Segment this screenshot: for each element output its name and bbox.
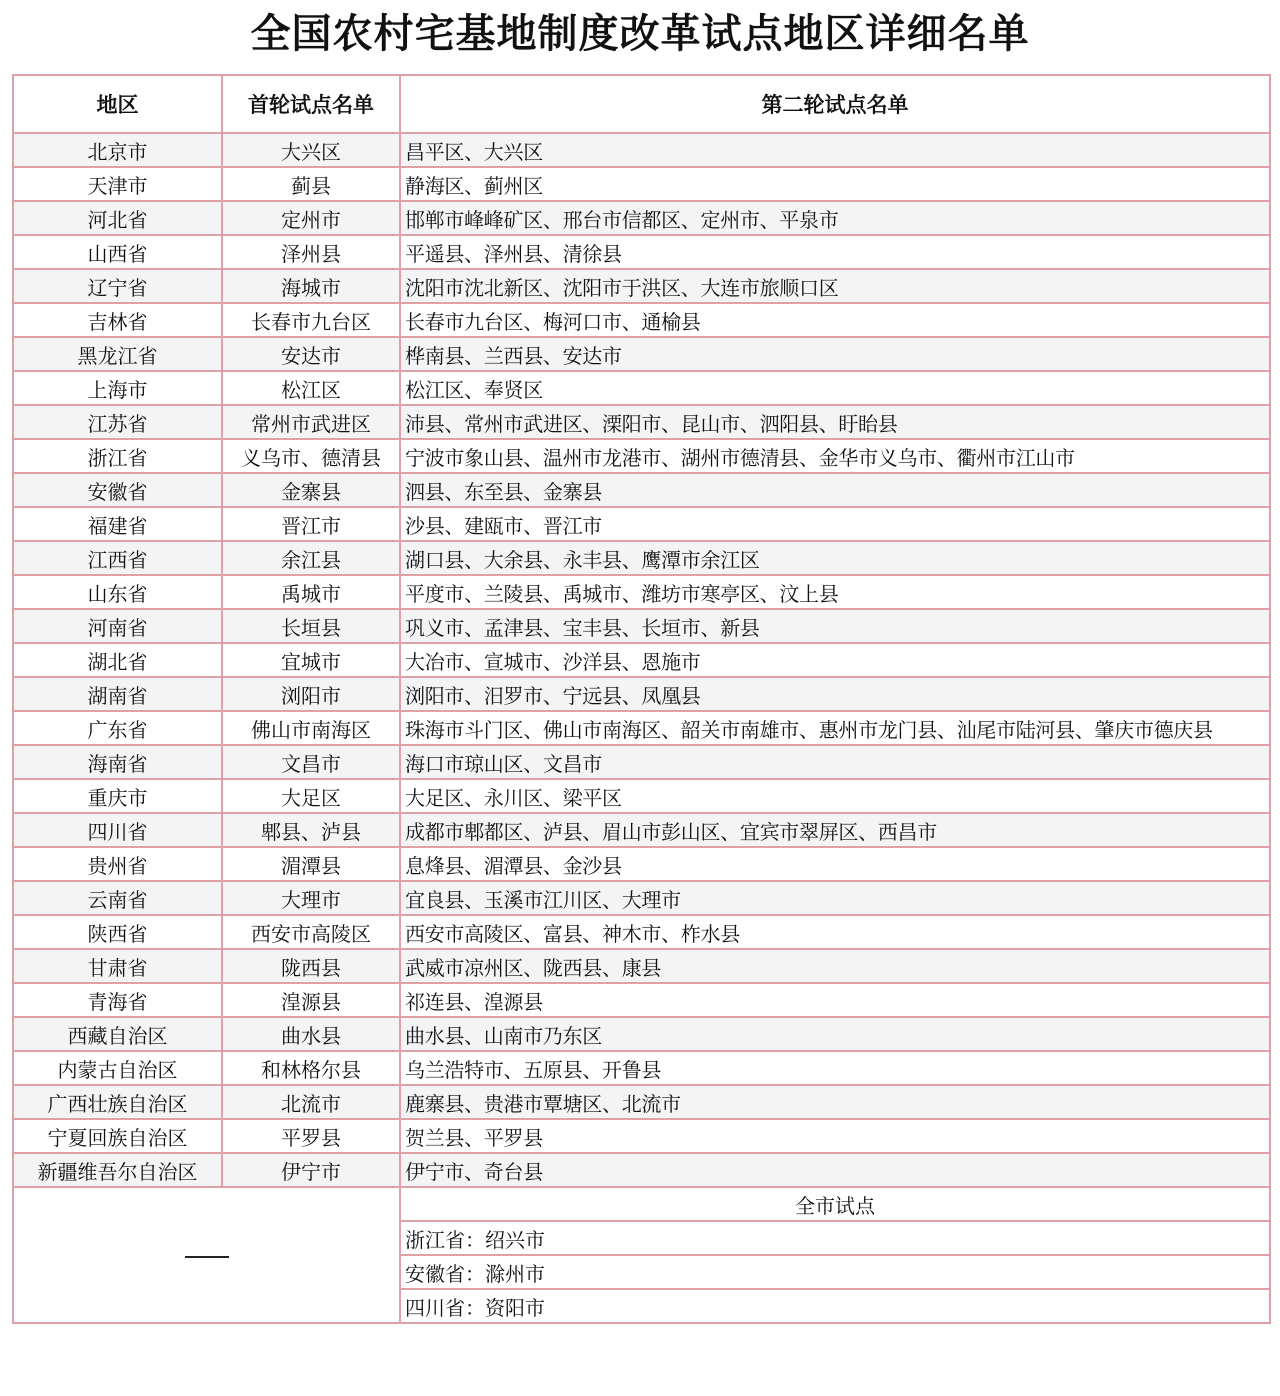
region-cell: 宁夏回族自治区 <box>13 1119 222 1153</box>
table-row <box>13 405 1270 439</box>
city-pilot-item: 四川省：资阳市 <box>400 1289 1270 1323</box>
table-row <box>13 303 1270 337</box>
region-cell: 浙江省 <box>13 439 222 473</box>
second-round-cell: 沈阳市沈北新区、沈阳市于洪区、大连市旅顺口区 <box>400 269 1270 303</box>
table-row <box>13 269 1270 303</box>
second-round-cell: 长春市九台区、梅河口市、通榆县 <box>400 303 1270 337</box>
region-cell: 新疆维吾尔自治区 <box>13 1153 222 1187</box>
table-row <box>13 439 1270 473</box>
second-round-cell: 曲水县、山南市乃东区 <box>400 1017 1270 1051</box>
table-body <box>13 133 1270 1187</box>
table-row <box>13 949 1270 983</box>
first-round-cell: 长春市九台区 <box>222 303 400 337</box>
region-cell: 江西省 <box>13 541 222 575</box>
second-round-cell: 祁连县、湟源县 <box>400 983 1270 1017</box>
region-cell: 陕西省 <box>13 915 222 949</box>
second-round-cell: 平遥县、泽州县、清徐县 <box>400 235 1270 269</box>
second-round-cell: 浏阳市、汨罗市、宁远县、凤凰县 <box>400 677 1270 711</box>
first-round-cell: 湄潭县 <box>222 847 400 881</box>
table-row <box>13 167 1270 201</box>
region-cell: 云南省 <box>13 881 222 915</box>
table-row <box>13 881 1270 915</box>
city-pilot-header: 全市试点 <box>400 1187 1270 1221</box>
region-cell: 北京市 <box>13 133 222 167</box>
first-round-cell: 大理市 <box>222 881 400 915</box>
table-row <box>13 609 1270 643</box>
region-cell: 青海省 <box>13 983 222 1017</box>
first-round-cell: 和林格尔县 <box>222 1051 400 1085</box>
second-round-cell: 泗县、东至县、金寨县 <box>400 473 1270 507</box>
table-row <box>13 1051 1270 1085</box>
first-round-cell: 禹城市 <box>222 575 400 609</box>
table-row <box>13 779 1270 813</box>
city-pilot-item: 浙江省：绍兴市 <box>400 1221 1270 1255</box>
region-cell: 西藏自治区 <box>13 1017 222 1051</box>
table-row <box>13 133 1270 167</box>
second-round-cell: 宜良县、玉溪市江川区、大理市 <box>400 881 1270 915</box>
second-round-cell: 海口市琼山区、文昌市 <box>400 745 1270 779</box>
second-round-cell: 静海区、蓟州区 <box>400 167 1270 201</box>
region-cell: 山西省 <box>13 235 222 269</box>
region-cell: 湖南省 <box>13 677 222 711</box>
table-row <box>13 813 1270 847</box>
first-round-cell: 佛山市南海区 <box>222 711 400 745</box>
table-row <box>13 1153 1270 1187</box>
first-round-cell: 蓟县 <box>222 167 400 201</box>
region-cell: 吉林省 <box>13 303 222 337</box>
region-cell: 江苏省 <box>13 405 222 439</box>
second-round-cell: 松江区、奉贤区 <box>400 371 1270 405</box>
second-round-cell: 大足区、永川区、梁平区 <box>400 779 1270 813</box>
second-round-cell: 成都市郫都区、泸县、眉山市彭山区、宜宾市翠屏区、西昌市 <box>400 813 1270 847</box>
region-cell: 湖北省 <box>13 643 222 677</box>
table-row <box>13 745 1270 779</box>
first-round-cell: 安达市 <box>222 337 400 371</box>
table-row <box>13 575 1270 609</box>
first-round-cell: 海城市 <box>222 269 400 303</box>
table-row <box>13 235 1270 269</box>
first-round-cell: 晋江市 <box>222 507 400 541</box>
first-round-cell: 余江县 <box>222 541 400 575</box>
region-cell: 内蒙古自治区 <box>13 1051 222 1085</box>
table-row <box>13 847 1270 881</box>
first-round-cell: 北流市 <box>222 1085 400 1119</box>
table-row <box>13 1119 1270 1153</box>
first-round-cell: 湟源县 <box>222 983 400 1017</box>
second-round-cell: 桦南县、兰西县、安达市 <box>400 337 1270 371</box>
header-first-round: 首轮试点名单 <box>222 75 400 133</box>
first-round-cell: 泽州县 <box>222 235 400 269</box>
region-cell: 山东省 <box>13 575 222 609</box>
no-data-cell <box>13 1187 400 1323</box>
first-round-cell: 曲水县 <box>222 1017 400 1051</box>
region-cell: 河北省 <box>13 201 222 235</box>
first-round-cell: 长垣县 <box>222 609 400 643</box>
first-round-cell: 浏阳市 <box>222 677 400 711</box>
region-cell: 甘肃省 <box>13 949 222 983</box>
region-cell: 河南省 <box>13 609 222 643</box>
region-cell: 广西壮族自治区 <box>13 1085 222 1119</box>
region-cell: 安徽省 <box>13 473 222 507</box>
second-round-cell: 邯郸市峰峰矿区、邢台市信都区、定州市、平泉市 <box>400 201 1270 235</box>
first-round-cell: 伊宁市 <box>222 1153 400 1187</box>
second-round-cell: 巩义市、孟津县、宝丰县、长垣市、新县 <box>400 609 1270 643</box>
first-round-cell: 文昌市 <box>222 745 400 779</box>
region-cell: 贵州省 <box>13 847 222 881</box>
region-cell: 天津市 <box>13 167 222 201</box>
table-header-row <box>13 75 1270 133</box>
first-round-cell: 金寨县 <box>222 473 400 507</box>
first-round-cell: 宜城市 <box>222 643 400 677</box>
region-cell: 广东省 <box>13 711 222 745</box>
table-row <box>13 711 1270 745</box>
first-round-cell: 平罗县 <box>222 1119 400 1153</box>
second-round-cell: 沙县、建瓯市、晋江市 <box>400 507 1270 541</box>
first-round-cell: 大足区 <box>222 779 400 813</box>
second-round-cell: 大冶市、宣城市、沙洋县、恩施市 <box>400 643 1270 677</box>
first-round-cell: 常州市武进区 <box>222 405 400 439</box>
second-round-cell: 贺兰县、平罗县 <box>400 1119 1270 1153</box>
second-round-cell: 昌平区、大兴区 <box>400 133 1270 167</box>
second-round-cell: 珠海市斗门区、佛山市南海区、韶关市南雄市、惠州市龙门县、汕尾市陆河县、肇庆市德庆县 <box>400 711 1270 745</box>
region-cell: 福建省 <box>13 507 222 541</box>
first-round-cell: 陇西县 <box>222 949 400 983</box>
city-pilot-item: 安徽省：滁州市 <box>400 1255 1270 1289</box>
header-second-round: 第二轮试点名单 <box>400 75 1270 133</box>
page-title: 全国农村宅基地制度改革试点地区详细名单 <box>250 11 1030 57</box>
second-round-cell: 伊宁市、奇台县 <box>400 1153 1270 1187</box>
table-row <box>13 983 1270 1017</box>
table-row <box>13 473 1270 507</box>
first-round-cell: 郫县、泸县 <box>222 813 400 847</box>
table-row <box>13 507 1270 541</box>
second-round-cell: 沛县、常州市武进区、溧阳市、昆山市、泗阳县、盱眙县 <box>400 405 1270 439</box>
table-row <box>13 1017 1270 1051</box>
pilot-table <box>12 74 1271 1324</box>
region-cell: 四川省 <box>13 813 222 847</box>
region-cell: 海南省 <box>13 745 222 779</box>
second-round-cell: 宁波市象山县、温州市龙港市、湖州市德清县、金华市义乌市、衢州市江山市 <box>400 439 1270 473</box>
second-round-cell: 平度市、兰陵县、禹城市、潍坊市寒亭区、汶上县 <box>400 575 1270 609</box>
second-round-cell: 息烽县、湄潭县、金沙县 <box>400 847 1270 881</box>
first-round-cell: 大兴区 <box>222 133 400 167</box>
table-row <box>13 201 1270 235</box>
region-cell: 辽宁省 <box>13 269 222 303</box>
first-round-cell: 松江区 <box>222 371 400 405</box>
city-pilot-header-row <box>13 1187 1270 1221</box>
table-row <box>13 541 1270 575</box>
table-row <box>13 915 1270 949</box>
first-round-cell: 定州市 <box>222 201 400 235</box>
table-row <box>13 677 1270 711</box>
table-row <box>13 337 1270 371</box>
second-round-cell: 鹿寨县、贵港市覃塘区、北流市 <box>400 1085 1270 1119</box>
region-cell: 重庆市 <box>13 779 222 813</box>
second-round-cell: 武威市凉州区、陇西县、康县 <box>400 949 1270 983</box>
first-round-cell: 义乌市、德清县 <box>222 439 400 473</box>
table-row <box>13 371 1270 405</box>
header-region: 地区 <box>13 75 222 133</box>
dash-mark <box>185 1256 229 1258</box>
region-cell: 黑龙江省 <box>13 337 222 371</box>
second-round-cell: 乌兰浩特市、五原县、开鲁县 <box>400 1051 1270 1085</box>
second-round-cell: 湖口县、大余县、永丰县、鹰潭市余江区 <box>400 541 1270 575</box>
first-round-cell: 西安市高陵区 <box>222 915 400 949</box>
second-round-cell: 西安市高陵区、富县、神木市、柞水县 <box>400 915 1270 949</box>
table-row <box>13 1085 1270 1119</box>
table-row <box>13 643 1270 677</box>
region-cell: 上海市 <box>13 371 222 405</box>
